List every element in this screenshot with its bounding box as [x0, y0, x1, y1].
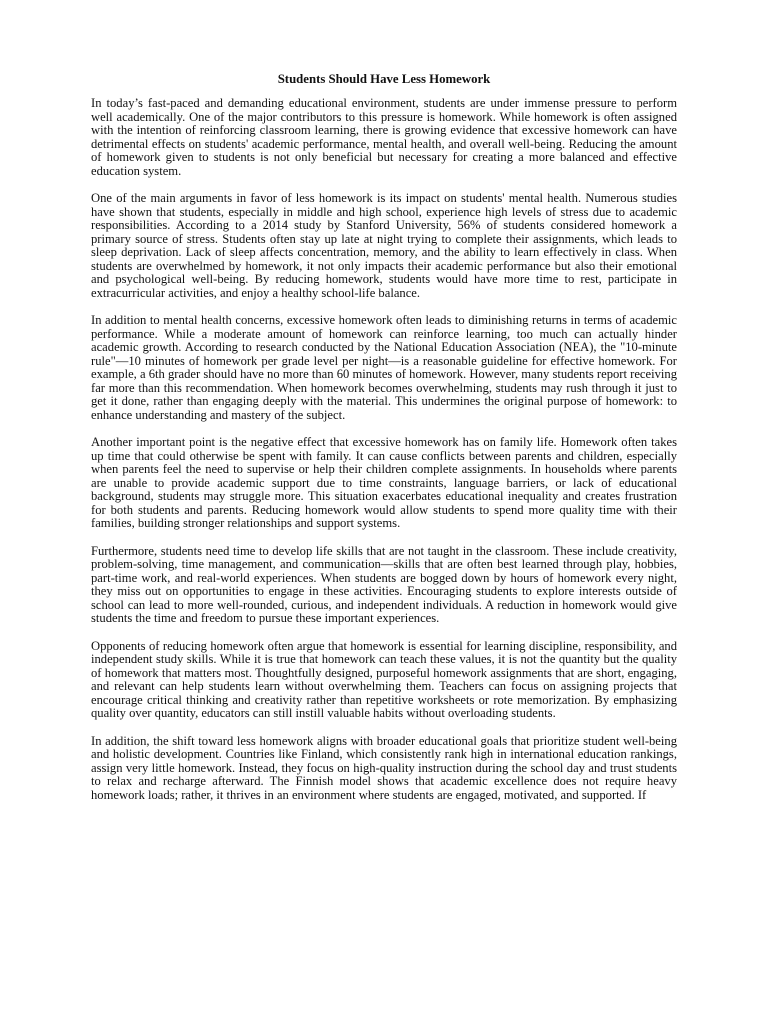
paragraph-4: Another important point is the negative effect that excessive homework has on family life. Homework often takes up time that could otherwise be spent with family. It can cause conflicts between parents and children, especially when parents feel the need to supervise or help their children complete assignments. In households where parents are unable to provide academic support due to time constraints, language barriers, or lack of educational background, students may struggle more. This situation exacerbates educational inequality and creates frustration for both students and parents. Reducing homework would allow students to spend more quality time with their families, building stronger relationships and support systems. [91, 435, 677, 530]
paragraph-3: In addition to mental health concerns, excessive homework often leads to diminishing returns in terms of academic performance. While a moderate amount of homework can reinforce learning, too much can actually hinder academic growth. According to research conducted by the National Education Association (NEA), the "10-minute rule"—10 minutes of homework per grade level per night—is a reasonable guideline for effective homework. For example, a 6th grader should have no more than 60 minutes of homework. However, many students report receiving far more than this recommendation. When homework becomes overwhelming, students may rush through it just to get it done, rather than engaging deeply with the material. This undermines the original purpose of homework: to enhance understanding and mastery of the subject. [91, 313, 677, 422]
document-body [91, 72, 677, 816]
paragraph-1: In today’s fast-paced and demanding educational environment, students are under immense pressure to perform well academically. One of the major contributors to this pressure is homework. While homework is often assigned with the intention of reinforcing classroom learning, there is growing evidence that excessive homework can have detrimental effects on students' academic performance, mental health, and overall well-being. Reducing the amount of homework given to students is not only beneficial but necessary for creating a more balanced and effective education system. [91, 96, 677, 178]
paragraph-7: In addition, the shift toward less homework aligns with broader educational goals that prioritize student well-being and holistic development. Countries like Finland, which consistently rank high in international education rankings, assign very little homework. Instead, they focus on high-quality instruction during the school day and trust students to relax and recharge afterward. The Finnish model shows that academic excellence does not require heavy homework loads; rather, it thrives in an environment where students are engaged, motivated, and supported. If [91, 733, 677, 802]
paragraph-6: Opponents of reducing homework often argue that homework is essential for learning discipline, responsibility, and independent study skills. While it is true that homework can teach these values, it is not the quantity but the quality of homework that matters most. Thoughtfully designed, purposeful homework assignments that are short, engaging, and relevant can help students learn without overwhelming them. Teachers can focus on assigning projects that encourage critical thinking and creativity rather than repetitive worksheets or rote memorization. By emphasizing quality over quantity, educators can still instill valuable habits without overloading students. [91, 638, 677, 720]
document-title: Students Should Have Less Homework [277, 72, 491, 86]
paragraph-2: One of the main arguments in favor of less homework is its impact on students' mental health. Numerous studies have shown that students, especially in middle and high school, experience high levels of stress due to academic responsibilities. According to a 2014 study by Stanford University, 56% of students considered homework a primary source of stress. Students often stay up late at night trying to complete their assignments, which leads to sleep deprivation. Lack of sleep affects concentration, memory, and the ability to learn effectively in class. When students are overwhelmed by homework, it not only impacts their academic performance but also their emotional and psychological well-being. By reducing homework, students would have more time to rest, participate in extracurricular activities, and enjoy a healthy school-life balance. [91, 191, 677, 300]
paragraph-5: Furthermore, students need time to develop life skills that are not taught in the classroom. These include creativity, problem-solving, time management, and communication—skills that are often best learned through play, hobbies, part-time work, and real-world experiences. When students are bogged down by hours of homework every night, they miss out on opportunities to engage in these activities. Encouraging students to explore interests outside of school can lead to more well-rounded, curious, and independent individuals. A reduction in homework would give students the time and freedom to pursue these important experiences. [91, 543, 677, 625]
